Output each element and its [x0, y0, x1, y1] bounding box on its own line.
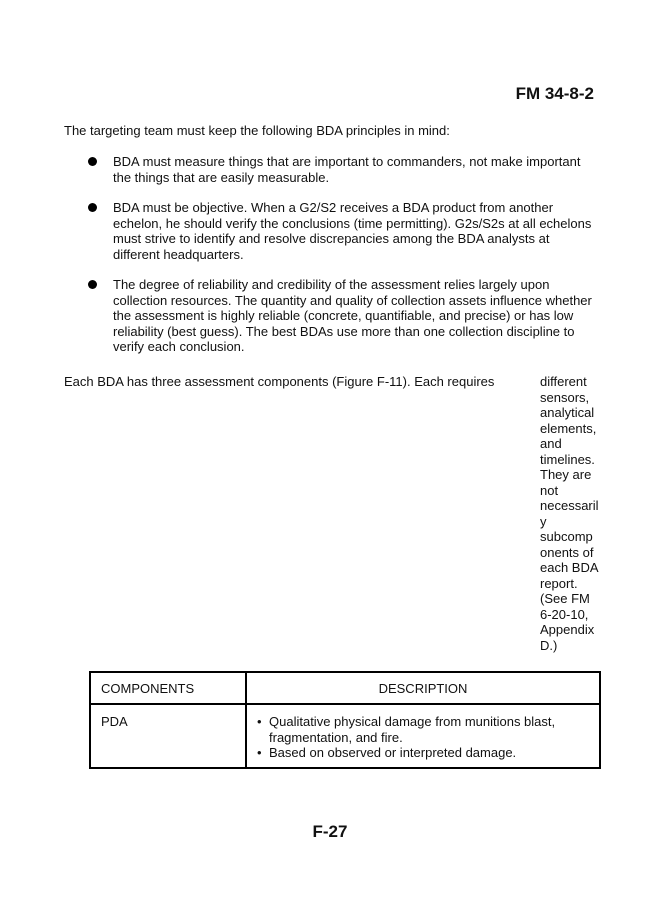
- column-line: and: [540, 436, 562, 451]
- principle-item: [88, 154, 598, 185]
- column-line: necessaril: [540, 498, 599, 513]
- column-line: elements,: [540, 420, 597, 436]
- description-item: [257, 745, 589, 761]
- column-line: sensors,: [540, 389, 590, 405]
- column-line: D.): [540, 637, 558, 653]
- table-row: [90, 704, 600, 768]
- principle-item: [88, 200, 598, 262]
- principle-text: The degree of reliability and credibility of the assessment relies largely upon collection resources. The quantity and quality of collection assets influence whether the assessment is highly reliable (concrete, quantifiable, and precise) or has low reliability (best guess). The best BDAs use more than one collection discipline to verify each conclusion.: [113, 277, 592, 354]
- component-cell: PDA: [90, 704, 246, 768]
- column-line: y: [540, 513, 547, 529]
- column-line: Appendix: [540, 622, 595, 637]
- column-line: timelines.: [540, 451, 595, 467]
- components-column-header: COMPONENTS: [90, 672, 246, 704]
- column-line: subcomp: [540, 529, 593, 544]
- column-line: They are: [540, 467, 592, 482]
- bullet-dot-icon: [88, 157, 97, 166]
- page-number: F-27: [312, 822, 348, 841]
- components-table: [89, 671, 601, 769]
- column-line: report.: [540, 575, 578, 591]
- components-paragraph-left: Each BDA has three assessment components (Figure F-11). Each requires: [64, 374, 495, 389]
- description-list: [257, 714, 589, 761]
- table-header-row: [90, 672, 600, 704]
- description-cell: [246, 704, 600, 768]
- principle-item: [88, 277, 598, 355]
- column-line: 6-20-10,: [540, 606, 589, 622]
- bullet-icon: •: [257, 745, 262, 760]
- column-line: analytical: [540, 405, 595, 420]
- intro-paragraph: The targeting team must keep the following BDA principles in mind:: [64, 123, 450, 138]
- document-id-header: FM 34-8-2: [515, 84, 594, 103]
- bullet-dot-icon: [88, 203, 97, 212]
- column-line: onents of: [540, 544, 594, 560]
- principle-text: BDA must measure things that are important to commanders, not make important the things that are easily measurable.: [113, 154, 581, 185]
- column-line: (See FM: [540, 591, 590, 606]
- description-text: Based on observed or interpreted damage.: [269, 745, 517, 760]
- description-item: [257, 714, 589, 745]
- components-paragraph-column: [540, 374, 602, 653]
- column-line: not: [540, 482, 559, 498]
- principles-list: [88, 154, 598, 370]
- principle-text: BDA must be objective. When a G2/S2 receives a BDA product from another echelon, he should verify the conclusions (time permitting). G2s/S2s at all echelons must strive to identify and resolve discrepancies among the BDA analysts at different headquarters.: [113, 200, 592, 262]
- description-column-header: DESCRIPTION: [246, 672, 600, 704]
- description-text: Qualitative physical damage from munitions blast, fragmentation, and fire.: [269, 714, 556, 745]
- column-line: each BDA: [540, 560, 599, 575]
- bullet-dot-icon: [88, 280, 97, 289]
- column-line: different: [540, 374, 587, 389]
- bullet-icon: •: [257, 714, 262, 729]
